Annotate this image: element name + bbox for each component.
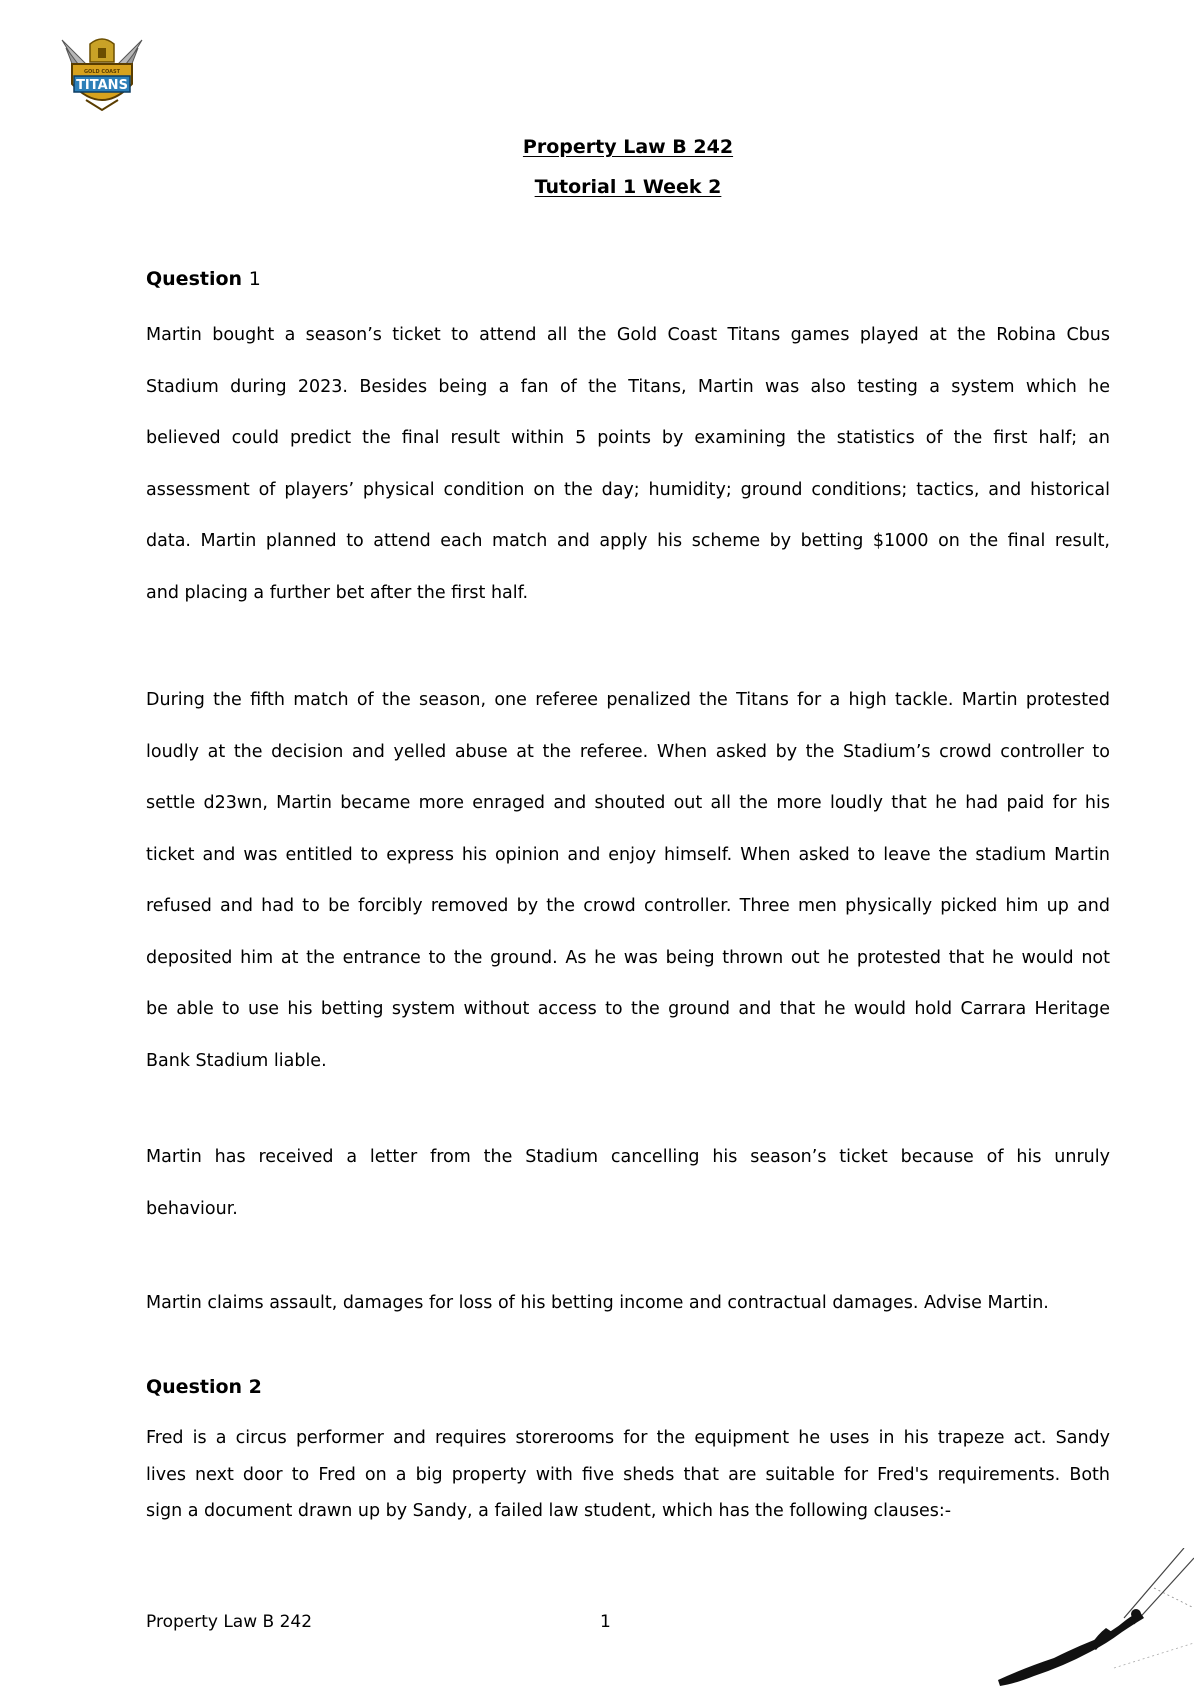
question-1-heading-number: 1 <box>248 268 261 290</box>
question-2-heading: Question 2 <box>146 1376 262 1398</box>
titans-logo-icon <box>56 34 148 118</box>
question-1-paragraph-2 <box>146 675 1110 1087</box>
footer-document-name: Property Law B 242 <box>146 1612 313 1632</box>
text-line: ticket and was entitled to express his opinion and enjoy himself. When asked to leave the stadium Martin <box>146 844 1110 865</box>
trapeze-artist-icon <box>994 1548 1194 1688</box>
text-line: and placing a further bet after the first half. <box>146 582 529 603</box>
question-1-heading <box>146 268 261 290</box>
question-2-paragraph-1 <box>146 1420 1110 1530</box>
text-line: deposited him at the entrance to the ground. As he was being thrown out he protested that he would not <box>146 947 1110 968</box>
document-subtitle: Tutorial 1 Week 2 <box>534 176 722 198</box>
text-line: lives next door to Fred on a big property with five sheds that are suitable for Fred's requirements. Both <box>146 1464 1110 1485</box>
text-line: Martin has received a letter from the Stadium cancelling his season’s ticket because of his unruly <box>146 1147 1110 1167</box>
text-line: Stadium during 2023. Besides being a fan of the Titans, Martin was also testing a system which he <box>146 376 1110 397</box>
text-line: refused and had to be forcibly removed by the crowd controller. Three men physically picked him up and <box>146 896 1110 916</box>
text-line: sign a document drawn up by Sandy, a failed law student, which has the following clauses:- <box>146 1501 952 1521</box>
text-line: settle d23wn, Martin became more enraged and shouted out all the more loudly that he had paid for his <box>146 793 1110 813</box>
text-line: be able to use his betting system without access to the ground and that he would hold Carrara Heritage <box>146 999 1110 1019</box>
text-line: Fred is a circus performer and requires storerooms for the equipment he uses in his trapeze act. Sandy <box>146 1428 1110 1448</box>
text-line: loudly at the decision and yelled abuse at the referee. When asked by the Stadium’s crowd controller to <box>146 741 1110 762</box>
text-line: Bank Stadium liable. <box>146 1050 327 1071</box>
logo-subtext: GOLD COAST <box>83 69 121 75</box>
question-1-paragraph-1 <box>146 310 1110 619</box>
logo-text: TITANS <box>76 78 128 93</box>
text-line: believed could predict the final result within 5 points by examining the statistics of the first half; an <box>146 428 1110 448</box>
text-line: Martin bought a season’s ticket to attend all the Gold Coast Titans games played at the Robina Cbus <box>146 325 1110 345</box>
text-line: Martin claims assault, damages for loss of his betting income and contractual damages. Advise Martin. <box>146 1293 1049 1313</box>
text-line: data. Martin planned to attend each match and apply his scheme by betting $1000 on the final result, <box>146 531 1110 551</box>
question-1-heading-word: Question <box>146 268 243 290</box>
text-line: behaviour. <box>146 1198 238 1219</box>
question-1-paragraph-4 <box>146 1278 1110 1330</box>
text-line: During the fifth match of the season, one referee penalized the Titans for a high tackle. Martin protested <box>146 690 1110 710</box>
question-1-paragraph-3 <box>146 1132 1110 1235</box>
footer-page-number: 1 <box>600 1612 611 1632</box>
document-title: Property Law B 242 <box>522 136 734 158</box>
text-line: assessment of players’ physical condition on the day; humidity; ground conditions; tactics, and historical <box>146 479 1110 500</box>
